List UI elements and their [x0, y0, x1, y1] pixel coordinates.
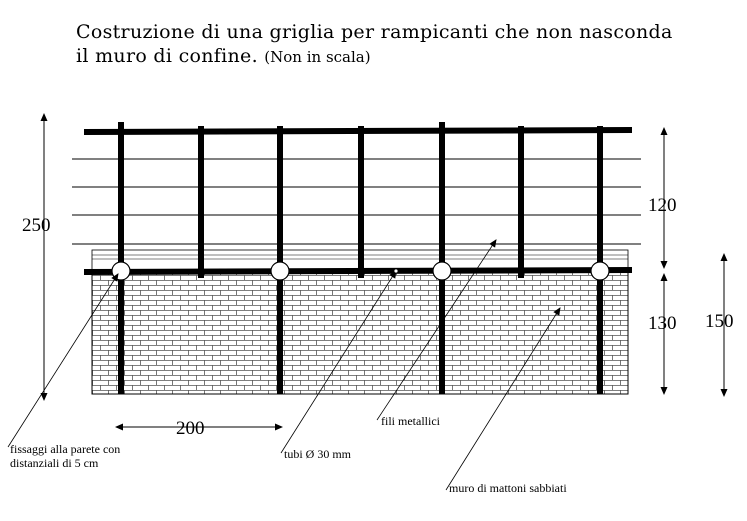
label-120: 120 — [648, 195, 677, 216]
label-pipes: tubi Ø 30 mm — [284, 447, 352, 461]
label-wall: muro di mattoni sabbiati — [449, 481, 567, 495]
label-wires: fili metallici — [381, 414, 440, 428]
label-fixings-line1: fissaggi alla parete con — [10, 442, 121, 456]
metal-wires — [72, 159, 641, 244]
scale-note: (Non in scala) — [264, 48, 371, 66]
top-rail — [84, 130, 632, 132]
label-130: 130 — [648, 313, 677, 334]
label-150: 150 — [705, 311, 734, 332]
label-250: 250 — [22, 215, 51, 236]
middle-rail — [84, 270, 632, 272]
label-fixings-line2: distanziali di 5 cm — [10, 456, 99, 470]
title-line-1: Costruzione di una griglia per rampicanti che non nasconda — [76, 21, 673, 43]
label-200: 200 — [176, 418, 205, 439]
title-line-2: il muro di confine. — [76, 45, 258, 67]
